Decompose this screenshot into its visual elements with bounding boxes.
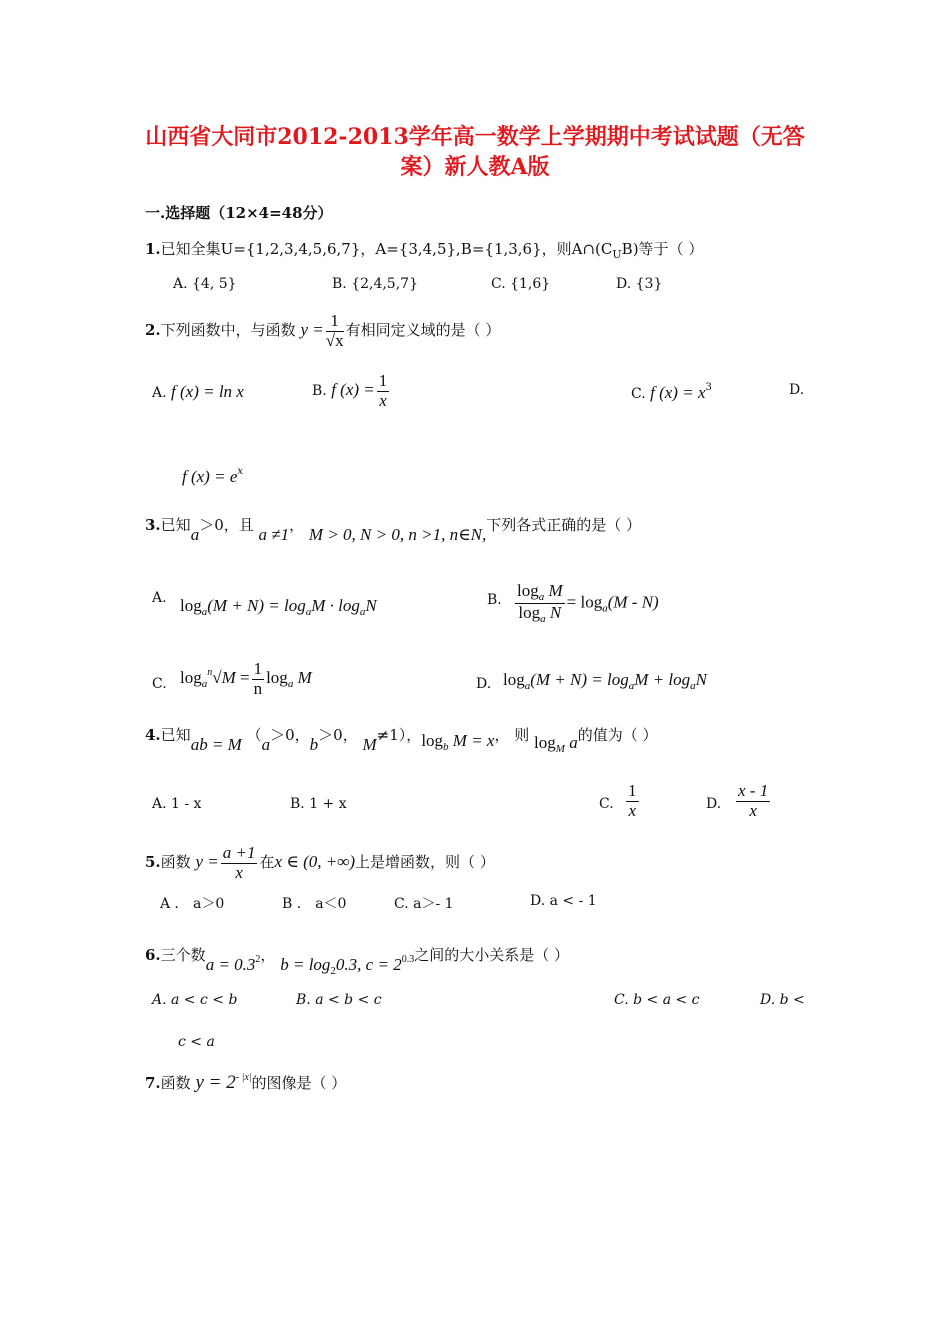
q1-option-c: C. {1,6} <box>491 276 551 292</box>
math-a <box>206 955 261 974</box>
option-label: C. <box>631 386 646 402</box>
superscript: - |x| <box>235 1072 252 1083</box>
fraction <box>626 782 639 820</box>
math-condition: a ≠1 <box>258 525 290 544</box>
question-text: 已知全集U={1,2,3,4,5,6,7}，A={3,4,5},B={1,3,6}，则A∩(C <box>160 240 613 258</box>
question-text: 函数 <box>160 1074 191 1092</box>
question-text: 已知 <box>160 726 191 744</box>
superscript: 0.3 <box>401 954 415 965</box>
subscript: a <box>690 680 696 692</box>
q4-option-c <box>624 782 641 820</box>
q2-option-d-label: D. <box>789 382 805 398</box>
fraction-numerator: 1 <box>378 371 388 390</box>
question-number: 7. <box>145 1074 161 1092</box>
option-math: M · log <box>311 596 360 615</box>
document-title-line2: 案）新人教A版 <box>400 154 550 180</box>
question-number: 5. <box>145 853 161 872</box>
q6-option-a: A. a < c < b <box>152 992 238 1008</box>
subscript: a <box>524 680 531 692</box>
q3-option-c-label: C. <box>152 676 167 692</box>
subscript: a <box>628 680 635 692</box>
q6-option-d: D. b < <box>760 992 805 1008</box>
fraction-denominator: x <box>379 390 387 410</box>
question-text: （ <box>246 726 262 744</box>
option-math: f (x) = x <box>650 383 706 402</box>
option-math: N <box>365 596 377 615</box>
log: log <box>180 596 202 615</box>
question-text-end: 之间的大小关系是（ ） <box>414 946 569 964</box>
q2-option-d <box>182 466 243 487</box>
option-math: (M + N) = log <box>207 596 306 615</box>
option-label: B. <box>312 383 327 400</box>
q5-option-d: D. a < - 1 <box>530 893 597 909</box>
question-text: ＞0， <box>270 726 310 744</box>
question-3 <box>145 514 642 544</box>
variable: M <box>548 581 563 600</box>
math-b: b <box>309 735 319 754</box>
fraction-numerator: x - 1 <box>738 781 769 800</box>
math-y: y = <box>195 852 219 872</box>
subscript: a <box>602 602 608 615</box>
fraction <box>326 312 344 350</box>
option-math: f (x) = e <box>182 467 238 486</box>
section-heading: 一.选择题（12×4=48分） <box>145 204 333 222</box>
option-math: b = log <box>280 955 331 974</box>
option-math: M = x <box>452 731 495 750</box>
subscript: a <box>287 678 294 691</box>
q2-option-b <box>312 372 391 410</box>
question-text: 在 <box>259 853 275 872</box>
variable: M <box>297 668 312 688</box>
question-number: 3. <box>145 516 161 534</box>
subscript: a <box>540 613 546 626</box>
option-math: (M + N) = log <box>530 670 629 689</box>
equals: = <box>239 668 250 688</box>
fraction <box>736 782 770 820</box>
q4-option-c-label: C. <box>599 796 614 812</box>
subscript: a <box>538 591 545 603</box>
subscript: 2 <box>330 965 336 977</box>
question-text-end: B)等于（ ） <box>621 240 704 258</box>
option-math: f (x) = <box>331 380 375 400</box>
subscript: a <box>305 606 312 618</box>
fraction-numerator: 1 <box>326 312 344 332</box>
subscript: a <box>359 606 366 618</box>
math-condition: M > 0, N > 0, n >1, n∈N, <box>308 525 487 544</box>
question-number: 2. <box>145 321 161 340</box>
subscript: b <box>443 741 449 753</box>
option-math: (M - N) <box>607 592 659 612</box>
radical: √M <box>212 668 236 688</box>
log: log <box>517 581 539 600</box>
question-text-end: 上是增函数，则（ ） <box>355 853 495 872</box>
question-text: 三个数 <box>160 946 206 964</box>
math-function <box>195 1072 251 1093</box>
log: log <box>503 670 525 689</box>
fraction <box>377 372 390 410</box>
math-a: a <box>190 525 200 544</box>
question-number: 4. <box>145 726 161 744</box>
fraction <box>252 660 265 698</box>
fraction-denominator: x <box>235 862 243 882</box>
question-4 <box>145 724 658 755</box>
superscript: 3 <box>705 382 712 393</box>
fraction <box>515 582 565 625</box>
q4-option-d <box>734 782 772 820</box>
fraction-numerator: a +1 <box>222 843 256 862</box>
option-math: N <box>695 670 707 689</box>
math-m: M <box>362 735 377 754</box>
fraction-numerator <box>515 582 565 604</box>
question-text: 下列函数中，与函数 <box>160 321 296 340</box>
option-math: f (x) = ln x <box>171 382 244 401</box>
question-text: 函数 <box>160 853 191 872</box>
question-text: ＞0， <box>318 726 358 744</box>
question-text: ， 则 <box>494 726 530 744</box>
superscript: 2 <box>255 954 261 965</box>
question-7 <box>145 1072 346 1094</box>
math-log <box>534 733 578 755</box>
q6-option-c: C. b < a < c <box>614 992 700 1008</box>
variable: N <box>549 603 562 623</box>
math-log <box>421 731 495 753</box>
log: log <box>518 603 541 623</box>
subscript: a <box>201 678 208 691</box>
question-text: ＞0，且 <box>199 516 254 534</box>
fraction-denominator: n <box>253 678 263 698</box>
log: log <box>534 733 556 752</box>
comma: ， <box>260 946 276 964</box>
q5-option-c: C. a＞- 1 <box>394 896 454 912</box>
subscript: M <box>555 743 565 755</box>
q3-option-d <box>503 670 707 692</box>
question-text-end: 的值为（ ） <box>577 726 658 744</box>
q4-option-d-label: D. <box>706 796 722 812</box>
question-1 <box>145 238 703 261</box>
math-equation: ab = M <box>190 735 242 754</box>
question-6 <box>145 944 569 977</box>
q3-option-b <box>513 582 659 625</box>
q1-option-b: B. {2,4,5,7} <box>332 276 418 292</box>
comma: ， <box>289 516 305 534</box>
q2-option-c <box>631 382 712 403</box>
root-index: n <box>207 667 213 679</box>
subscript: U <box>612 248 622 261</box>
math-b <box>280 954 415 977</box>
q4-option-a: A. 1 - x <box>152 796 202 812</box>
log: log <box>180 668 202 688</box>
q3-option-a-label: A. <box>152 590 167 606</box>
math-y: y = <box>300 320 324 340</box>
q5-option-a: A ． a＞0 <box>160 896 225 912</box>
fraction <box>221 844 258 882</box>
question-text: 已知 <box>160 516 191 534</box>
fraction-numerator: 1 <box>628 781 637 800</box>
superscript: x <box>237 466 243 477</box>
subscript: a <box>201 606 208 618</box>
question-text-end: 有相同定义域的是（ ） <box>345 321 501 340</box>
fraction-numerator: 1 <box>253 659 263 678</box>
question-5 <box>145 844 495 882</box>
question-number: 1. <box>145 240 161 258</box>
option-math: = log <box>566 592 603 612</box>
fraction-denominator: x <box>749 800 757 820</box>
q2-option-a <box>152 382 244 402</box>
comma: ， <box>406 726 422 744</box>
math-domain: x ∈ (0, +∞) <box>274 852 356 872</box>
q3-option-d-label: D. <box>476 676 492 692</box>
q4-option-b: B. 1 + x <box>290 796 347 812</box>
fraction-denominator: √x <box>325 330 344 350</box>
question-text-end: 下列各式正确的是（ ） <box>486 516 642 534</box>
q6-option-b: B. a < b < c <box>296 992 382 1008</box>
q3-option-c <box>180 660 312 698</box>
variable: a <box>569 733 578 752</box>
math-a: a <box>261 735 271 754</box>
question-2 <box>145 312 500 350</box>
q6-option-d-continued: c < a <box>178 1034 215 1050</box>
option-math: a = 0.3 <box>205 955 256 974</box>
fraction-denominator: x <box>628 800 637 820</box>
option-math: 0.3, c = 2 <box>335 955 402 974</box>
question-text-end: 的图像是（ ） <box>251 1074 347 1092</box>
option-label: A. <box>152 385 167 401</box>
q5-option-b: B ． a＜0 <box>282 896 347 912</box>
option-math: y = 2 <box>195 1072 236 1093</box>
document-title-line1: 山西省大同市2012-2013学年高一数学上学期期中考试试题（无答 <box>145 124 805 150</box>
log: log <box>421 731 444 750</box>
option-math: M + log <box>634 670 691 689</box>
log: log <box>266 668 288 688</box>
fraction-denominator <box>515 604 565 625</box>
question-number: 6. <box>145 946 161 964</box>
question-text: ≠1） <box>376 726 407 744</box>
q1-option-d: D. {3} <box>616 276 663 292</box>
q1-option-a: A. {4, 5} <box>173 276 237 292</box>
q3-option-b-label: B. <box>487 592 502 608</box>
q3-option-a <box>180 596 377 618</box>
